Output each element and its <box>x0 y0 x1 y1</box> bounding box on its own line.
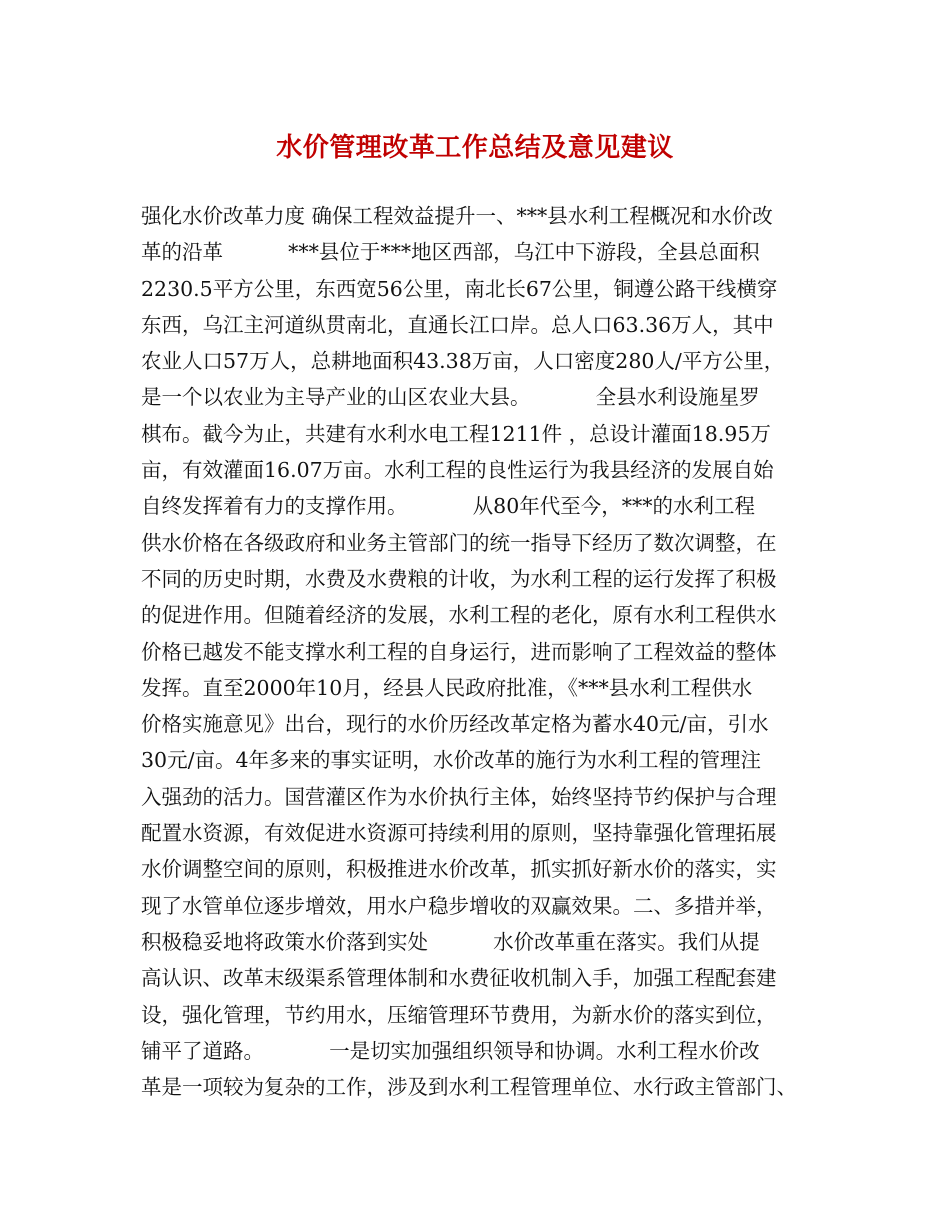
document-body <box>141 198 831 1105</box>
body-line-2: 革的沿革 ***县位于***地区西部，乌江中下游段，全县总面积 <box>141 240 760 265</box>
body-line-20: 现了水管单位逐步增效，用水户稳步增收的双赢效果。二、多措并举， <box>141 893 777 918</box>
body-line-9: 自终发挥着有力的支撑作用。 从80年代至今，***的水利工程 <box>141 494 755 519</box>
body-line-8: 亩，有效灌面16.07万亩。水利工程的良性运行为我县经济的发展自始 <box>141 458 774 483</box>
body-line-19: 水价调整空间的原则，积极推进水价改革，抓实抓好新水价的落实，实 <box>141 857 777 882</box>
body-line-3: 2230.5平方公里，东西宽56公里，南北长67公里，铜遵公路干线横穿 <box>141 276 778 301</box>
document-title: 水价管理改革工作总结及意见建议 <box>276 133 674 163</box>
body-line-22: 高认识、改革末级渠系管理体制和水费征收机制入手，加强工程配套建 <box>141 966 777 991</box>
body-line-6: 是一个以农业为主导产业的山区农业大县。 全县水利设施星罗 <box>141 385 760 410</box>
body-line-10: 供水价格在各级政府和业务主管部门的统一指导下经历了数次调整，在 <box>141 530 777 555</box>
body-line-13: 价格已越发不能支撑水利工程的自身运行，进而影响了工程效益的整体 <box>141 639 777 664</box>
body-line-11: 不同的历史时期，水费及水费粮的计收，为水利工程的运行发挥了积极 <box>141 566 777 591</box>
body-line-25: 革是一项较为复杂的工作，涉及到水利工程管理单位、水行政主管部门、 <box>141 1075 797 1100</box>
body-line-24: 铺平了道路。 一是切实加强组织领导和协调。水利工程水价改 <box>141 1038 760 1063</box>
body-line-14: 发挥。直至2000年10月，经县人民政府批准，《***县水利工程供水 <box>141 675 753 700</box>
body-line-12: 的促进作用。但随着经济的发展，水利工程的老化，原有水利工程供水 <box>141 603 777 628</box>
body-line-4: 东西，乌江主河道纵贯南北，直通长江口岸。总人口63.36万人，其中 <box>141 312 774 337</box>
body-line-23: 设，强化管理，节约用水，压缩管理环节费用，为新水价的落实到位， <box>141 1002 777 1027</box>
body-line-15: 价格实施意见》出台，现行的水价历经改革定格为蓄水40元/亩，引水 <box>141 712 769 737</box>
body-line-17: 入强劲的活力。国营灌区作为水价执行主体，始终坚持节约保护与合理 <box>141 784 777 809</box>
body-line-21: 积极稳妥地将政策水价落到实处 水价改革重在落实。我们从提 <box>141 929 760 954</box>
body-line-1: 强化水价改革力度 确保工程效益提升一、***县水利工程概况和水价改 <box>141 204 773 228</box>
body-line-5: 农业人口57万人，总耕地面积43.38万亩，人口密度280人/平方公里， <box>141 349 785 374</box>
body-line-18: 配置水资源，有效促进水资源可持续利用的原则，坚持靠强化管理拓展 <box>141 821 777 846</box>
body-line-16: 30元/亩。4年多来的事实证明，水价改革的施行为水利工程的管理注 <box>141 748 762 773</box>
body-line-7: 棋布。截今为止，共建有水利水电工程1211件 ，总设计灌面18.95万 <box>141 421 771 446</box>
